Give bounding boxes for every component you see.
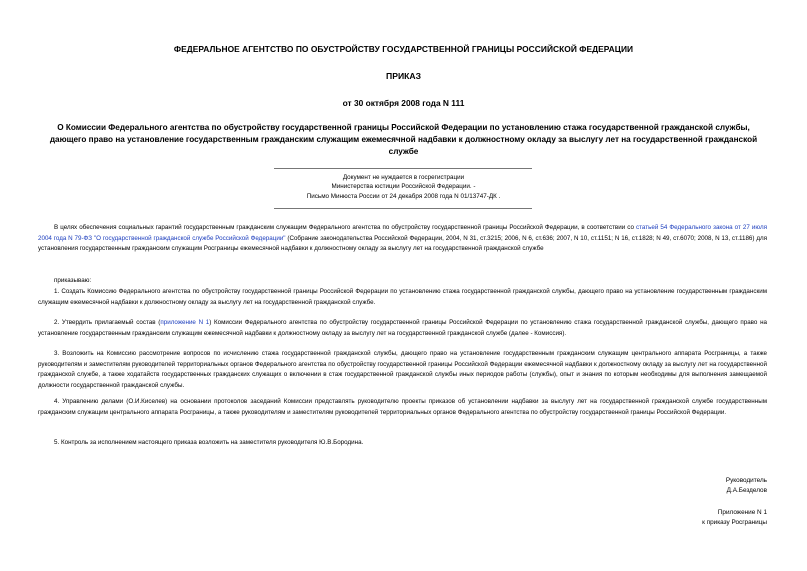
- document-date-number: от 30 октября 2008 года N 111: [342, 98, 465, 108]
- registration-note-line: Министерства юстиции Российской Федерации. -: [331, 183, 476, 191]
- order-word: [38, 276, 767, 287]
- order-word-text: приказываю:: [54, 277, 92, 284]
- order-item-4-text: 4. Управлению делами (О.И.Киселев) на основании протоколов заседаний Комиссии представлять руководителю проекты приказов об установлении надбавки за выслугу лет на государственной гражданской службе государственным гражданским служащим центрального аппарата Росграницы, а также руководителям и заместителям руководителей территориальных органов Федерального агентства по обустройству государственной границы Российской Федерации.: [38, 398, 767, 416]
- appendix-label: Приложение N 1: [717, 509, 767, 516]
- appendix-1-link[interactable]: приложение N 1: [160, 319, 210, 326]
- order-item-1-text: 1. Создать Комиссию Федерального агентства по обустройству государственной границы Российской Федерации по установлению стажа государственной гражданской службы, дающего право на установление государственным гражданским служащим ежемесячной надбавки к должностному окладу за выслугу лет на государственной гражданской службе.: [38, 288, 767, 306]
- document-type-heading: ПРИКАЗ: [386, 71, 421, 81]
- preamble-text-cont: (Собрание законодательства Российской Федерации, 2004, N 31, ст.3215; 2006, N 6, ст.636; 2007, N 10, ст.1151; N 16, ст.1828; N 49, ст.6070; 2008, N 13, ст.1186) для установления государственным гражданским служащим Росграницы ежемесячной надбавки к должностному окладу за выслугу лет на государственной гражданской службе: [38, 234, 767, 253]
- registration-note: [0, 173, 807, 201]
- signature-name: Д.А.Безделов: [726, 487, 767, 494]
- order-item-2: [38, 318, 767, 339]
- note-top-divider: [274, 168, 532, 169]
- order-item-4: [38, 397, 767, 418]
- appendix-order-ref: к приказу Росграницы: [702, 519, 767, 526]
- registration-note-line: Документ не нуждается в госрегистрации: [342, 174, 465, 181]
- order-item-5-text: 5. Контроль за исполнением настоящего приказа возложить на заместителя руководителя Ю.В.Бородина.: [54, 439, 364, 446]
- preamble-text: В целях обеспечения социальных гарантий государственным гражданским служащим Федерального агентства по обустройству государственной границы Российской Федерации, в соответствии со: [54, 224, 637, 231]
- order-item-1: [38, 287, 767, 308]
- federal-law-link[interactable]: статьей 54 Федерального закона от 27 июля 2004 года N 79-ФЗ "О государственной гражданской службе Российской Федерации": [38, 224, 767, 242]
- signature-block: [726, 476, 767, 496]
- agency-heading: ФЕДЕРАЛЬНОЕ АГЕНТСТВО ПО ОБУСТРОЙСТВУ ГОСУДАРСТВЕННОЙ ГРАНИЦЫ РОССИЙСКОЙ ФЕДЕРАЦИИ: [173, 44, 634, 54]
- order-item-3: [38, 349, 767, 391]
- signature-position: Руководитель: [725, 477, 767, 484]
- document-title: О Комиссии Федерального агентства по обустройству государственной границы Российской Федерации по установлению стажа государственной гражданской службы, дающего право на установление государственным гражданским служащим ежемесячной надбавки к должностному окладу за выслугу лет на государственной гражданской службе: [49, 123, 758, 156]
- preamble-paragraph: [38, 223, 767, 255]
- registration-note-line: Письмо Минюста России от 24 декабря 2008 года N 01/13747-ДК .: [306, 192, 501, 200]
- order-item-2-text: 2. Утвердить прилагаемый состав (: [54, 319, 161, 326]
- appendix-reference: [702, 508, 767, 528]
- note-bottom-divider: [274, 208, 532, 209]
- order-item-5: [38, 438, 767, 449]
- order-item-3-text: 3. Возложить на Комиссию рассмотрение вопросов по исчислению стажа государственной гражданской службы, дающего право на установление государственным гражданским служащим центрального аппарата Росграницы, а также руководителям и заместителям руководителей территориальных органов Федерального агентства по обустройству государственной границы Российской Федерации ежемесячной надбавки к должностному окладу за выслугу лет на государственной гражданской службе, а также ходатайств государственных гражданских служащих о включении в стаж государственной гражданской службы иных периодов работы (службы), опыт и знания по которым необходимы для выполнения замещаемой должности государственной гражданской службы.: [38, 350, 767, 389]
- order-item-2-text-cont: ) Комиссии Федерального агентства по обустройству государственной границы Российской Федерации по установлению стажа государственной гражданской службы, дающего право на установление государственным гражданским служащим ежемесячной надбавки к должностному окладу за выслугу лет на государственной гражданской службе (далее - Комиссия).: [38, 319, 768, 337]
